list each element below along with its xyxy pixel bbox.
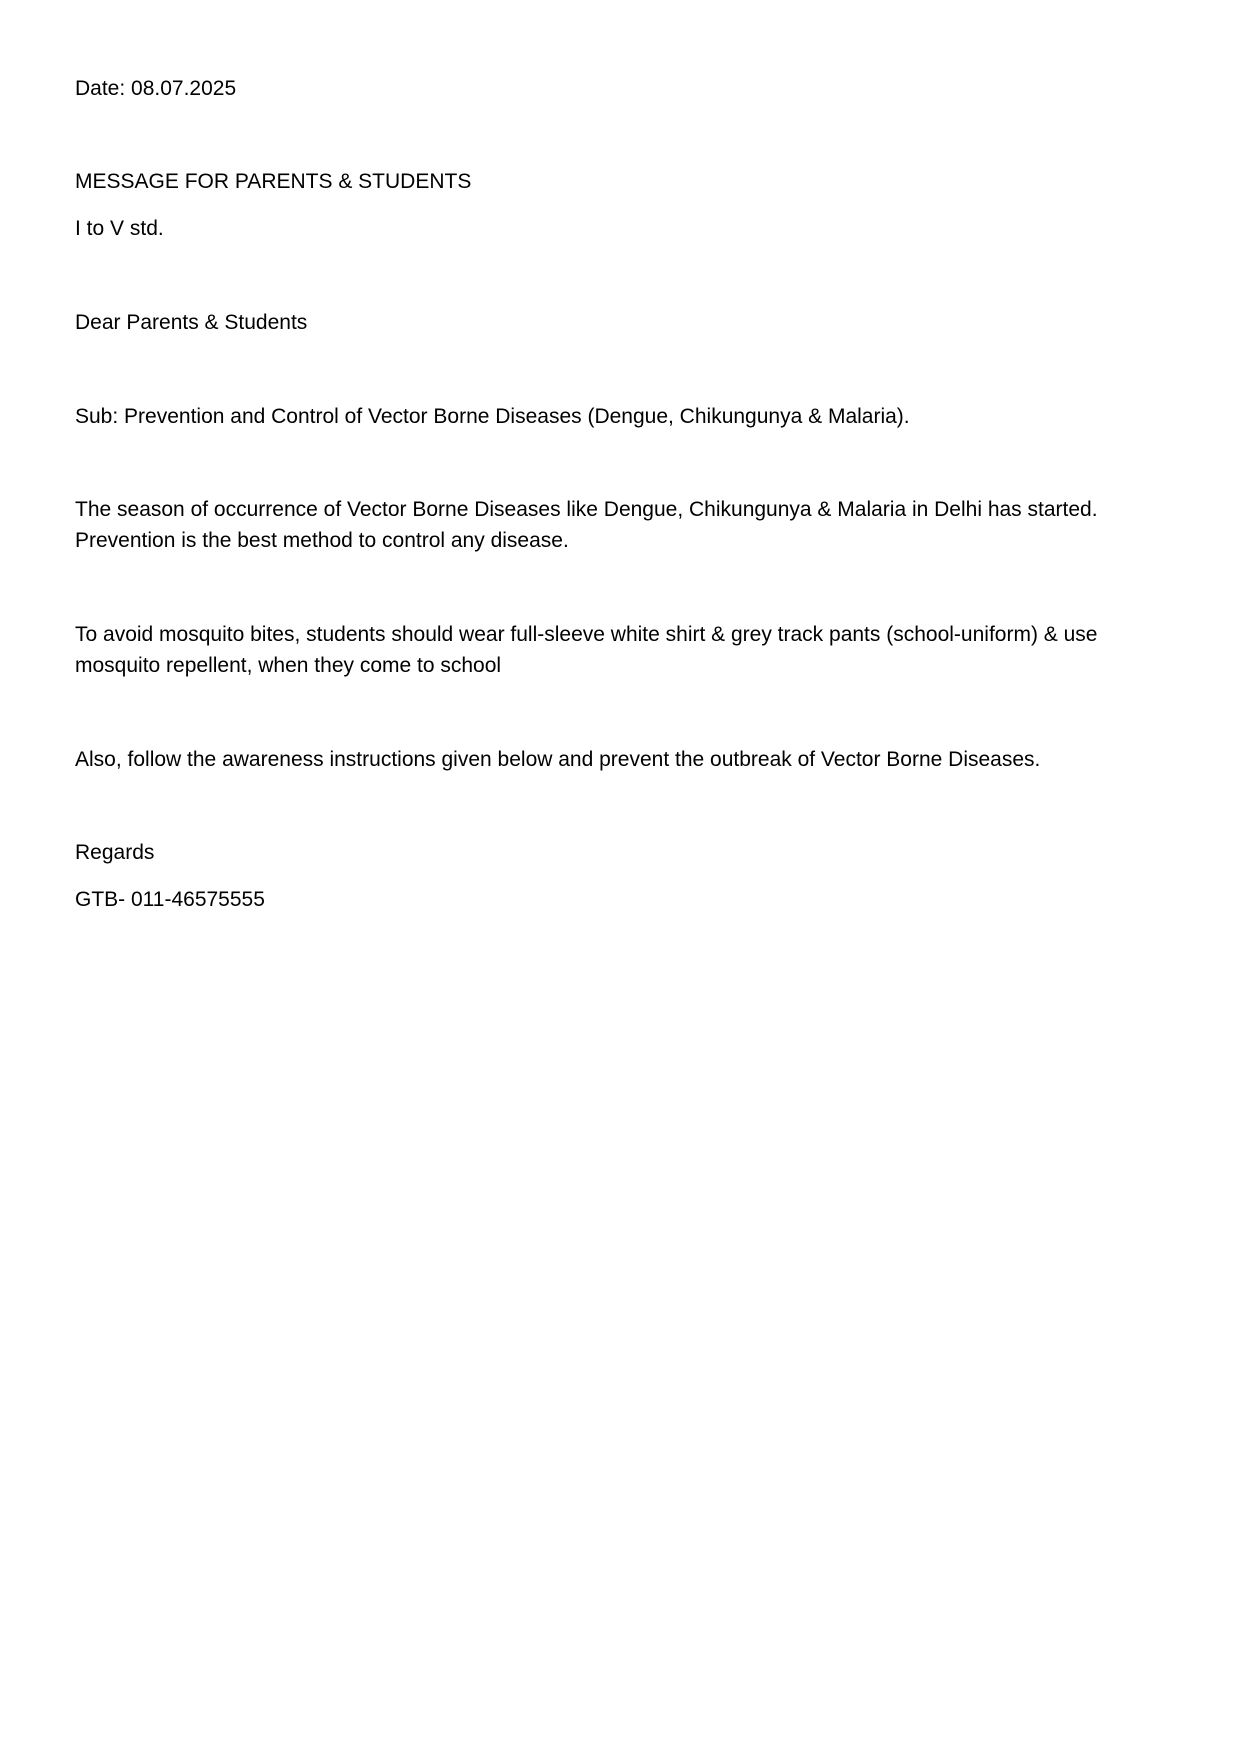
letter-signature: GTB- 011-46575555 [75,888,265,911]
paragraph-uniform-line-1: To avoid mosquito bites, students should wear full-sleeve white shirt & grey track pants (school-uniform) & use [75,623,1098,646]
paragraph-uniform [75,619,1165,681]
paragraph-season-line-2: Prevention is the best method to control any disease. [75,529,569,552]
paragraph-season-line-1: The season of occurrence of Vector Borne Diseases like Dengue, Chikungunya & Malaria in Delhi has started. [75,498,1098,521]
letter-date: Date: 08.07.2025 [75,77,237,100]
letter-heading: MESSAGE FOR PARENTS & STUDENTS [75,170,472,193]
letter-closing: Regards [75,841,155,864]
letter-salutation: Dear Parents & Students [75,311,308,334]
paragraph-uniform-line-2: mosquito repellent, when they come to school [75,654,502,677]
paragraph-awareness: Also, follow the awareness instructions given below and prevent the outbreak of Vector Borne Diseases. [75,748,1041,771]
letter-classes: I to V std. [75,217,164,240]
letter-subject: Sub: Prevention and Control of Vector Borne Diseases (Dengue, Chikungunya & Malaria). [75,405,910,428]
paragraph-season [75,494,1165,556]
